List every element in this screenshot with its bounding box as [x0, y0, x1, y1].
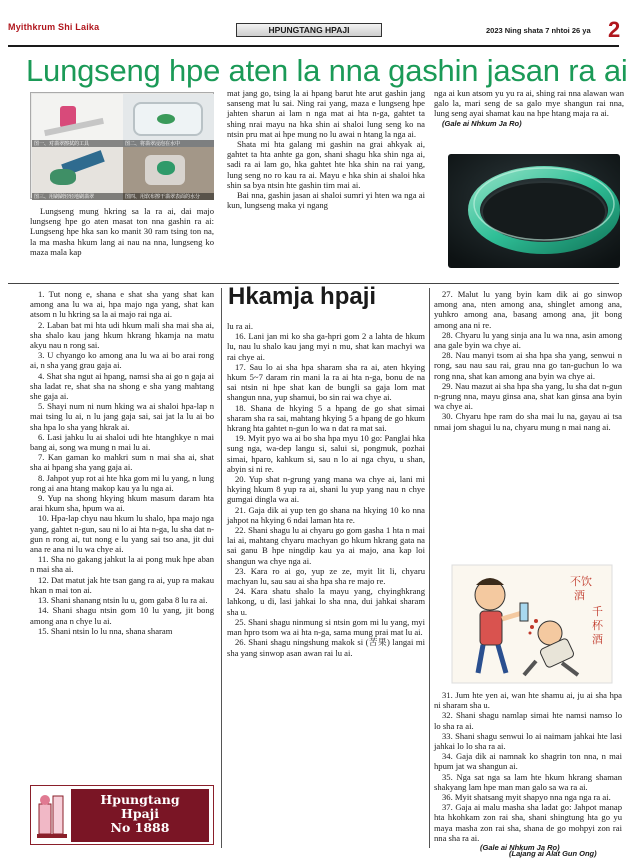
hkamja-column-3b: [434, 690, 622, 853]
photo-caption: 图三、用刷刷轻轻地刷翡翠: [32, 193, 123, 200]
badge-line: Hpungtang: [100, 792, 180, 807]
tip-item: 28. Nau manyi tsom ai sha hpa sha yang, senwui n rong, sau nau sau rai, grau nna go tan-guchun lo wa rong nna, shat kan among ana byin wa chye ai.: [434, 350, 622, 381]
article-paragraph: Bai nna, gashin jasan ai shaloi sumri yi hten wa nga ai kun, lungseng maka yi ngang: [227, 190, 425, 211]
article-paragraph: Lungseng mung hkring sa la ra ai, dai majo lungseng hpe go aten masat ton nna gashin ra ai: Lungseng hpe hka san ko manit 30 ram tsing ton na, la ma masha hkum lang ai nau na nna, lungseng ko maza mala kap: [30, 206, 214, 257]
tip-item: 35. Nga sat nga sa lam hte hkum hkrang shaman shakyang lam hpe man man galo sa wa ra ai.: [434, 771, 622, 792]
hkamja-column-3a: [434, 289, 622, 432]
author-credit: (Gale ai Nhkum Ja Ro): [442, 118, 522, 128]
tip-item: 12. Dat matut jak hte tsan gang ra ai, yup ra makau hkan n mai ton ai.: [30, 574, 214, 595]
publication-name: Myithkrum Shi Laika: [8, 22, 100, 32]
tip-item: 5. Shayi num ni num hking wa ai shaloi hpa-lap n mai tsing lu ai, n lu jang gaja sai, sai jat la lu ai bo sha hpa lo sha yang hkrak ai.: [30, 401, 214, 432]
tip-item: 10. Hpa-lap chyu nau hkum lu shalo, hpa majo nga yang, gahtet n-gun, sau ni lo ai hta n-ga, lu sha dat n-gun n rong ai, tut nong e lu yang sai tso ana, jit dui ana re ana ni lu wa chye ai.: [30, 513, 214, 555]
tip-item: 18. Shana de hkying 5 a hpang de go shat simai sharam sha ra sai, mahtang hkying 5 a hpang de go hkum hkrang hta gahtet n-gun lo wa n dat ra mat sai.: [227, 402, 425, 434]
photo-brushing: [32, 147, 123, 200]
tip-item: 31. Jum hte yen ai, wan hte shamu ai, ju ai sha hpa ni sharam sha u.: [434, 690, 622, 711]
tip-item: 21. Gaja dik ai yup ten go shana na hkying 10 ko nna jahpot na hkying 6 ndai laman hta re.: [227, 504, 425, 525]
badge-line: No 1888: [110, 820, 170, 835]
tip-item: 7. Kan gaman ko mahkri sum n mai sha ai, shat sha ai hpang sha yang gaja ai.: [30, 452, 214, 473]
tip-item: 16. Lani jan mi ko sha ga-hpri gom 2 a lahta de hkum lu, nau lu shalo kau jang myi n mu, shat kan machyi wa rai chye ai.: [227, 331, 425, 362]
hkamja-column-2: [227, 321, 425, 658]
tip-item: 32. Shani shagu namlap simai hte namsi namso lo lo sha ra ai.: [434, 710, 622, 731]
tip-item: 3. U chyango ko among ana lu wa ai bo arai rong ai, n sha yang grau gaja ai.: [30, 350, 214, 371]
tip-item: 19. Myit pyo wa ai bo sha hpa myu 10 go: Panglai hka sung nga, wa-dep langu si, salui si, pongmuk, pozhai simai, hparo, kahkum si, sau n lo ai nga chyu, u shan, abyin si ni re.: [227, 433, 425, 474]
article-column-2: [227, 88, 425, 210]
tip-item: 4. Shat sha ngut ai hpang, namsi sha ai go n gaja ai sha ladat re, shat sha na shong e sha yang mahtang she gaja ai.: [30, 370, 214, 402]
photo-caption: 图一、对翡翠擦拭的工具: [32, 140, 123, 147]
article-column-1: [30, 206, 214, 257]
jade-cleaning-photos: [30, 92, 214, 199]
article-paragraph: mat jang go, tsing la ai hpang barut hte arut gashin jang sanseng mat lu sai. Ning rai yang, maza e lungseng hpe jahten sharun ai lam n nga mat ai hta n-ga, gahtet ta shing nrai mayu na hka shin ai shaloi lung seng ko na ntsin pru mat ai hpe mung no lu awai n htang la nga ai.: [227, 88, 425, 139]
tip-item: 14. Shani shagu ntsin gom 10 lu yang, jit bong among ana n chye lu ai.: [30, 605, 214, 626]
tip-item: 30. Chyaru hpe ram do sha mai lu na, gayau ai tsa nmai jom shagui lu na, chyaru mung n mai nang ai.: [434, 411, 622, 432]
compiler-credit: (Lajang ai Alat Gun Ong): [509, 849, 597, 858]
cartoon-label: 杯: [592, 619, 603, 632]
tip-item: 24. Kara shatu shalo la mayu yang, chyinghkrang lahkong, u di, lasi jahkai lo sha nna, dui jahkai sharam sha u.: [227, 586, 425, 617]
tip-item: 33. Shani shagu senwui lo ai naimam jahkai hte lasi jahkai lo lo sha ra ai.: [434, 730, 622, 752]
tip-item: 27. Malut lu yang byin kam dik ai go sinwop among ana, nten among ana, shinglet among ana, yuhkro among ana, basang among ana, jit bong among ana ni re.: [434, 289, 622, 330]
author-credit: (Gale ai Nhkum Ja Ro): [480, 843, 560, 853]
cartoon-label: 不饮: [570, 575, 592, 588]
tip-item: 36. Myit shatsang myit shapyo nna nga nga ra ai.: [442, 792, 611, 803]
tip-item: 26. Shani shagu ningshung makok si (苦果) langai mi sha yang sinwop asan awan rai lu ai.: [227, 637, 425, 658]
photo-caption: 图二、将翡翠浸泡在水中: [123, 140, 214, 147]
tip-item: 17. Sau lo ai sha hpa sharam sha ra ai, aten hkying hkum 5~7 daram rin mani la ra ai hta n-ga, bonu de na sai ntsin ni hpe shat kan de bungli sa gaja lom mat shangun nna, yup shamui, bo sin rai wa chye ai.: [227, 361, 425, 403]
cartoon-label: 千: [592, 605, 603, 618]
tip-item: 1. Tut nong e, shana e shat sha yang shat kan among ana lu wa ai, hpa majo nga yang, shat kan atsom n lu hkring sa la ai majo rai nga ai.: [30, 289, 214, 320]
tip-item: 28. Chyaru lu yang sinja ana lu wa nna, asin among ana gale byin wa chye ai.: [434, 329, 622, 351]
issue-badge: [30, 785, 214, 845]
cartoon-label: 酒: [592, 633, 603, 646]
page-number: 2: [608, 17, 621, 42]
article-paragraph: nga ai kun atsom yu yu ra ai, shing rai nna alawan wan galo la, mari seng de sa galo mye shangun rai nna, lung seng ayai shamat kau na hpe htang maja ra ai.: [434, 88, 624, 119]
badge-decoration-icon: [35, 790, 69, 842]
tip-item: 22. Shani shagu lu ai chyaru go gom gasha 1 hta n mai lai ai, mahtang chyaru machyan go hkum hkrang gata na sai ganu B hpe ningdip kau ya ai majo, ana kap loi shangun wa chye nga ai.: [227, 525, 425, 566]
header-rule: [8, 45, 619, 47]
tip-item: 15. Shani ntsin lo lu nna, shana sharam: [38, 625, 173, 636]
tip-item: 11. Sha no gakang jahkut la ai pong muk hpe aban n mai sha ai.: [30, 554, 214, 575]
jade-bangle-photo: [448, 154, 620, 268]
column-rule: [429, 288, 430, 848]
cartoon-label: 酒: [574, 589, 585, 602]
tip-item: 20. Yup shat n-grung yang mana wa chye ai, lani mi hkying hkum 8 yup ra ai, shani lu yup yang nau n chye gumgai dingla wa ai.: [227, 474, 425, 505]
tip-item: 13. Shani shanang ntsin lu u, gom gaba 8 lu ra ai.: [38, 595, 208, 606]
drinking-cartoon: [450, 563, 614, 685]
tip-item: lu ra ai.: [227, 321, 254, 331]
tip-item: 25. Shani shagu ninmung si ntsin gom mi lu yang, myi man hpro tsom wa ai hta n-ga, sama mung prai mat lu ai.: [227, 616, 425, 638]
article-column-3: [434, 88, 624, 129]
section-title-box: HPUNGTANG HPAJI: [236, 23, 382, 37]
tip-item: 9. Yup na shong hkying hkum masum daram hta arai hkum sha, hpum wa ai.: [30, 493, 214, 514]
tip-item: 2. Laban bat mi hta udi hkum mali sha mai sha ai, sha shalo kau jang hkum hkrang hkamja na matu akyu nau n rong sai.: [30, 319, 214, 351]
section-heading: Hkamja hpaji: [228, 283, 377, 310]
tip-item: 34. Gaja dik ai namnak ko shagrin ton nna, n mai hpum jat wa shangun ai.: [434, 751, 622, 772]
tip-item: 37. Gaja ai malu masha sha ladat go: Jahpot manap hta hkohkam zon rai sha, shani shingtung hta go yu maya masha zon rai sha, shana de go mohpyi zon rai nna sha ra ai.: [434, 802, 622, 843]
tip-item: 23. Kara ro ai go, yup ze ze, myit lit li, chyaru machyan lu, sau sau ai sha hpa sha re majo re.: [227, 565, 425, 587]
photo-tools: [32, 94, 123, 147]
badge-label: [71, 789, 209, 842]
article-paragraph: Shata mi hta galang mi gashin na grai ahkyak ai, gahtet ta hta anhte ga gon, shani shagu hka shin nga ai, sadi ra ai lam go, hka gahtet hte hka shin na rai yang, lung seng no ro kau ra ai. Mayu e hka shin ai shaloi hka shin sa bya ntsin hte gashin tim mai ai.: [227, 139, 425, 190]
tip-item: 6. Lasi jahku lu ai shaloi udi hte htanghkye n mai bang ai, song wa mung n mai lu ai.: [30, 431, 214, 453]
tip-item: 29. Nau mazut ai sha hpa sha yang, lu sha dat n-gun n-grung nna, mayu ginsa ana, shat kan ginsa ana byin wa chye ai.: [434, 380, 622, 412]
article-title: Lungseng hpe aten la nna gashin jasan ra ai: [26, 53, 628, 88]
photo-caption: 图四、用软布擦干翡翠表面的水分: [123, 193, 214, 200]
photo-soaking: [123, 94, 214, 147]
issue-date: 2023 Ning shata 7 nhtoi 26 ya: [486, 26, 591, 35]
badge-line: Hpaji: [121, 806, 159, 821]
column-rule: [221, 288, 222, 848]
photo-drying: [123, 147, 214, 200]
tip-item: 8. Jahpot yup rot ai hte hka gom mi lu yang, n lung rong ai ana htang makop kau ya lu nga ai.: [30, 472, 214, 493]
hkamja-column-1: [30, 289, 214, 636]
